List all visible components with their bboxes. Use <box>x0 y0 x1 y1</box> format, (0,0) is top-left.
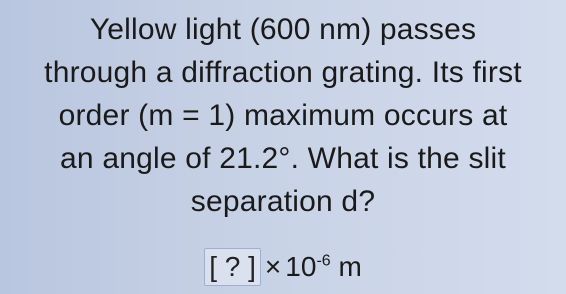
unit-label: m <box>338 251 362 282</box>
question-line-2: through a diffraction grating. Its first <box>44 56 522 89</box>
question-line-5: separation d? <box>190 185 376 218</box>
power-base: 10 <box>285 251 317 282</box>
times-symbol: × <box>264 251 282 282</box>
power-exponent: -6 <box>316 252 331 270</box>
question-line-3: order (m = 1) maximum occurs at <box>58 99 508 132</box>
answer-input[interactable]: [ ? ] <box>204 248 261 286</box>
question-line-1: Yellow light (600 nm) passes <box>89 13 477 46</box>
question-line-4: an angle of 21.2°. What is the slit <box>60 142 506 175</box>
answer-row <box>0 248 566 286</box>
